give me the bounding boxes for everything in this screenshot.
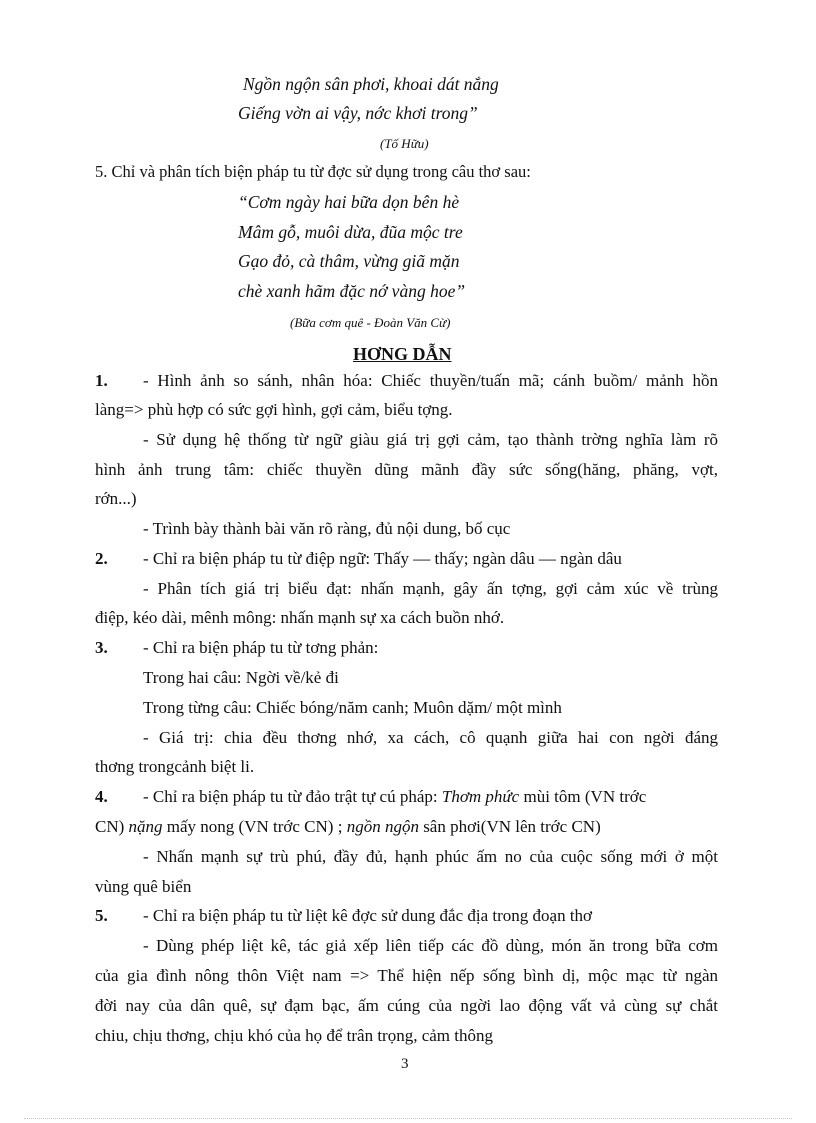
answer-4-line-2 bbox=[95, 816, 601, 838]
poem1-source: (Tố Hữu) bbox=[380, 136, 429, 151]
answer-3-line-5: thơng trongcảnh biệt li. bbox=[95, 757, 255, 776]
answer-2-line-2: - Phân tích giá trị biểu đạt: nhấn mạnh, gây ấn tợng, gợi cảm xúc về trùng bbox=[143, 579, 718, 598]
answer-4-line-4: vùng quê biển bbox=[95, 877, 192, 896]
answer-4-emphasis-nang: nặng bbox=[128, 817, 163, 836]
answer-5-number: 5. bbox=[95, 906, 108, 925]
answer-1-line-5: rớn...) bbox=[95, 489, 137, 508]
answer-5-line-2: - Dùng phép liệt kê, tác giả xếp liên tiếp các đồ dùng, món ăn trong bữa cơm bbox=[143, 936, 718, 955]
poem2-source: (Bữa cơm quê - Đoàn Văn Cừ) bbox=[290, 315, 451, 330]
answer-3-number: 3. bbox=[95, 638, 108, 657]
answer-1-number: 1. bbox=[95, 371, 108, 390]
section-heading: HƠNG DẪN bbox=[353, 344, 452, 364]
answer-1-line-4: hình ảnh trung tâm: chiếc thuyền dũng mãnh đầy sức sống(hăng, phăng, vợt, bbox=[95, 460, 718, 479]
answer-3-line-3: Trong từng câu: Chiếc bóng/năm canh; Muôn dặm/ một mình bbox=[143, 698, 562, 717]
answer-2-line-3: điệp, kéo dài, mênh mông: nhấn mạnh sự xa cách buồn nhớ. bbox=[95, 608, 505, 627]
answer-5-line-3: của gia đình nông thôn Việt nam => Thể hiện nếp sống bình dị, mộc mạc từ ngàn bbox=[95, 966, 718, 985]
poem2-line-2: Mâm gỗ, muôi dừa, đũa mộc tre bbox=[238, 222, 463, 242]
answer-4-emphasis-ngon-ngon: ngồn ngộn bbox=[346, 817, 419, 836]
answer-4-line-1-part-c: mùi tôm (VN trớc bbox=[519, 787, 647, 806]
answer-4-line-2-part-a: CN) bbox=[95, 817, 129, 836]
page-bottom-divider bbox=[24, 1118, 792, 1119]
answer-3-line-2: Trong hai câu: Ngời về/kẻ đi bbox=[143, 668, 339, 687]
answer-3-line-4: - Giá trị: chia đều thơng nhớ, xa cách, cô quạnh giữa hai con ngời đáng bbox=[143, 728, 718, 747]
answer-4-line-2-part-c: mấy nong (VN trớc CN) ; bbox=[162, 817, 347, 836]
answer-5-line-1: - Chỉ ra biện pháp tu từ liệt kê đợc sử dung đắc địa trong đoạn thơ bbox=[143, 906, 593, 925]
answer-1-line-2: làng=> phù hợp có sức gợi hình, gợi cảm, biểu tợng. bbox=[95, 400, 453, 419]
answer-4-line-2-part-e: sân phơi(VN lên trớc CN) bbox=[418, 817, 601, 836]
answer-5-line-5: chiu, chịu thơng, chịu khó của họ để trân trọng, cảm thông bbox=[95, 1026, 494, 1045]
page-number: 3 bbox=[401, 1056, 409, 1072]
answer-4-emphasis-thom-phuc: Thơm phức bbox=[441, 787, 520, 806]
answer-1-line-3: - Sử dụng hệ thống từ ngữ giàu giá trị gợi cảm, tạo thành trờng nghĩa làm rõ bbox=[143, 430, 718, 449]
poem2-line-4: chè xanh hãm đặc nớ vàng hoe” bbox=[238, 281, 466, 301]
question-5: 5. Chỉ và phân tích biện pháp tu từ đợc sử dụng trong câu thơ sau: bbox=[95, 162, 531, 181]
answer-4-line-3: - Nhấn mạnh sự trù phú, đầy đủ, hạnh phúc ấm no của cuộc sống mới ở một bbox=[143, 847, 718, 866]
answer-4-line-1-part-a: - Chỉ ra biện pháp tu từ đảo trật tự cú pháp: bbox=[143, 787, 442, 806]
poem1-line-1: Ngồn ngộn sân phơi, khoai dát nắng bbox=[243, 74, 499, 94]
answer-2-number: 2. bbox=[95, 549, 108, 568]
answer-4-line-1 bbox=[143, 786, 646, 808]
answer-1-line-1: - Hình ảnh so sánh, nhân hóa: Chiếc thuyền/tuấn mã; cánh buồm/ mảnh hồn bbox=[143, 371, 718, 390]
answer-3-line-1: - Chỉ ra biện pháp tu từ tơng phản: bbox=[143, 638, 379, 657]
answer-2-line-1: - Chỉ ra biện pháp tu từ điệp ngữ: Thấy — thấy; ngàn dâu — ngàn dâu bbox=[143, 549, 622, 568]
poem2-line-1: “Cơm ngày hai bữa dọn bên hè bbox=[238, 192, 460, 212]
poem2-line-3: Gạo đỏ, cà thâm, vừng giã mặn bbox=[238, 251, 460, 271]
poem1-line-2: Giếng vờn ai vậy, nớc khơi trong” bbox=[238, 103, 478, 123]
answer-1-line-6: - Trình bày thành bài văn rõ ràng, đủ nội dung, bố cục bbox=[143, 519, 511, 538]
answer-5-line-4: đời nay của dân quê, sự đạm bạc, ấm cúng của ngời lao động vất vả cùng sự chắt bbox=[95, 996, 718, 1015]
answer-4-number: 4. bbox=[95, 787, 108, 806]
